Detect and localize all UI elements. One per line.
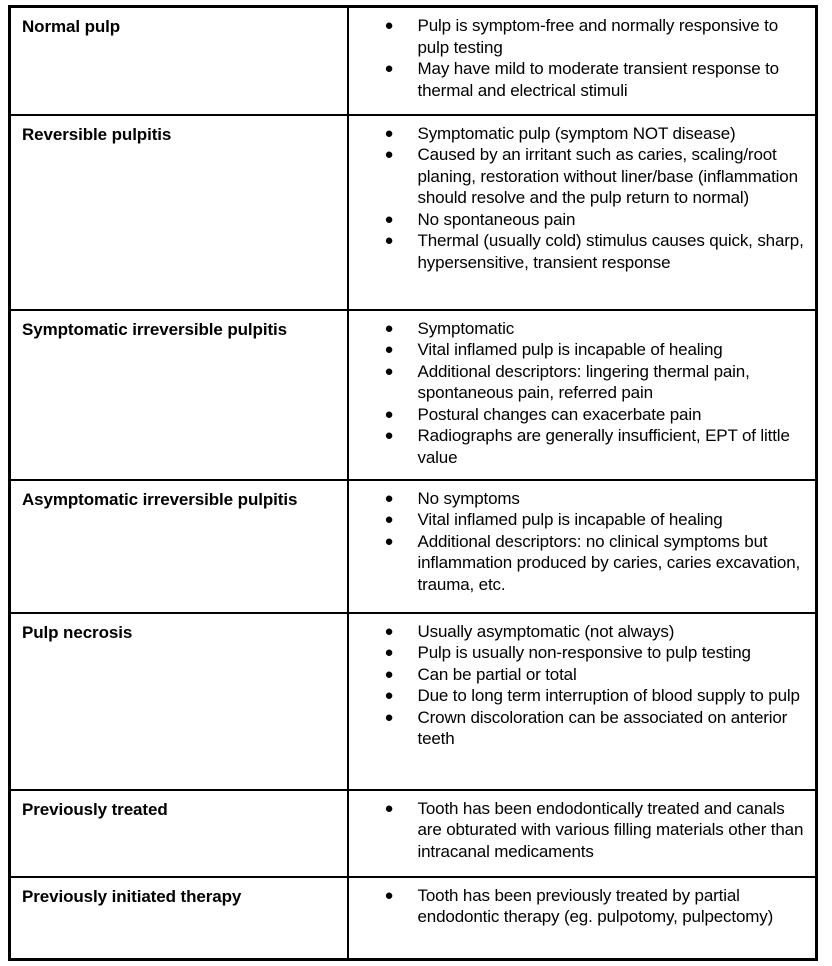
- bullet-icon: ●: [384, 427, 394, 444]
- bullet-icon: ●: [384, 362, 394, 380]
- table-body: [10, 7, 817, 960]
- list-item: [349, 144, 810, 209]
- bullet-icon: ●: [384, 799, 394, 817]
- bullet-icon: ●: [384, 687, 394, 704]
- feature-list: [349, 798, 810, 863]
- diagnosis-features-cell: [348, 115, 817, 310]
- table-row: [10, 310, 817, 480]
- feature-text: No spontaneous pain: [417, 209, 576, 229]
- diagnosis-name-cell: [10, 310, 348, 480]
- list-item: [349, 707, 810, 750]
- feature-list: [349, 621, 810, 750]
- list-item: [349, 488, 810, 510]
- feature-text: Additional descriptors: no clinical symptoms but inflammation produced by caries, caries excavation, trauma, etc.: [417, 531, 801, 594]
- bullet-icon: ●: [384, 341, 394, 358]
- list-item: [349, 15, 810, 58]
- feature-text: Symptomatic pulp (symptom NOT disease): [417, 123, 736, 143]
- feature-text: Can be partial or total: [417, 664, 577, 684]
- list-item: [349, 664, 810, 686]
- bullet-icon: ●: [384, 532, 394, 550]
- bullet-icon: ●: [384, 405, 394, 423]
- diagnosis-name-cell: [10, 480, 348, 613]
- feature-list: [349, 488, 810, 596]
- feature-text: No symptoms: [417, 488, 520, 508]
- bullet-icon: ●: [384, 60, 394, 77]
- bullet-icon: ●: [384, 511, 394, 528]
- list-item: [349, 209, 810, 231]
- list-item: [349, 642, 810, 664]
- diagnosis-features-cell: [348, 613, 817, 790]
- diagnosis-name-cell: [10, 115, 348, 310]
- diagnosis-features-cell: [348, 310, 817, 480]
- list-item: [349, 621, 810, 643]
- bullet-icon: ●: [384, 232, 394, 249]
- feature-text: Usually asymptomatic (not always): [417, 621, 675, 641]
- feature-list: [349, 318, 810, 469]
- list-item: [349, 885, 810, 928]
- feature-list: [349, 885, 810, 928]
- feature-text: Tooth has been previously treated by partial endodontic therapy (eg. pulpotomy, pulpectomy): [417, 885, 774, 926]
- pulpal-diagnosis-table: [8, 5, 818, 961]
- bullet-icon: ●: [384, 665, 394, 683]
- bullet-icon: ●: [384, 622, 394, 640]
- diagnosis-features-cell: [348, 7, 817, 115]
- list-item: [349, 509, 810, 531]
- feature-text: Due to long term interruption of blood supply to pulp: [417, 686, 800, 705]
- bullet-icon: ●: [384, 17, 394, 34]
- diagnosis-features-cell: [348, 877, 817, 960]
- diagnosis-features-cell: [348, 790, 817, 877]
- bullet-icon: ●: [384, 708, 394, 726]
- diagnosis-name-label: Previously initiated therapy: [22, 886, 242, 906]
- bullet-icon: ●: [384, 210, 394, 228]
- list-item: [349, 798, 810, 863]
- diagnosis-name-label: Normal pulp: [22, 17, 121, 36]
- feature-list: [349, 15, 810, 101]
- diagnosis-name-label: Pulp necrosis: [22, 622, 133, 642]
- diagnosis-name-label: Previously treated: [22, 799, 168, 819]
- diagnosis-name-label: Reversible pulpitis: [22, 124, 172, 144]
- feature-text: Symptomatic: [417, 318, 515, 338]
- feature-text: Radiographs are generally insufficient, EPT of little value: [417, 426, 790, 467]
- list-item: [349, 361, 810, 404]
- bullet-icon: ●: [384, 886, 394, 904]
- list-item: [349, 58, 810, 101]
- diagnosis-name-cell: [10, 877, 348, 960]
- list-item: [349, 531, 810, 596]
- table-row: [10, 480, 817, 613]
- bullet-icon: ●: [384, 146, 394, 163]
- feature-text: Pulp is symptom-free and normally responsive to pulp testing: [417, 16, 778, 57]
- feature-text: Postural changes can exacerbate pain: [417, 404, 702, 424]
- list-item: [349, 230, 810, 273]
- table-row: [10, 790, 817, 877]
- feature-text: May have mild to moderate transient response to thermal and electrical stimuli: [417, 59, 779, 100]
- feature-text: Tooth has been endodontically treated and canals are obturated with various filling materials other than intracanal medicaments: [417, 798, 804, 861]
- list-item: [349, 404, 810, 426]
- feature-text: Additional descriptors: lingering thermal pain, spontaneous pain, referred pain: [417, 361, 750, 402]
- bullet-icon: ●: [384, 124, 394, 142]
- table-row: [10, 115, 817, 310]
- feature-text: Vital inflamed pulp is incapable of healing: [417, 510, 723, 529]
- feature-list: [349, 123, 810, 274]
- table-row: [10, 613, 817, 790]
- bullet-icon: ●: [384, 319, 394, 337]
- diagnosis-name-label: Symptomatic irreversible pulpitis: [22, 319, 288, 339]
- bullet-icon: ●: [384, 644, 394, 661]
- feature-text: Thermal (usually cold) stimulus causes quick, sharp, hypersensitive, transient response: [417, 231, 804, 272]
- list-item: [349, 318, 810, 340]
- diagnosis-name-cell: [10, 7, 348, 115]
- list-item: [349, 123, 810, 145]
- list-item: [349, 425, 810, 468]
- feature-text: Caused by an irritant such as caries, scaling/root planing, restoration without liner/base (inflammation should resolve and the pulp return to normal): [417, 145, 798, 207]
- diagnosis-features-cell: [348, 480, 817, 613]
- list-item: [349, 685, 810, 707]
- feature-text: Vital inflamed pulp is incapable of healing: [417, 340, 723, 359]
- list-item: [349, 339, 810, 361]
- feature-text: Crown discoloration can be associated on anterior teeth: [417, 707, 788, 748]
- diagnosis-name-label: Asymptomatic irreversible pulpitis: [22, 489, 298, 509]
- table-row: [10, 7, 817, 115]
- diagnosis-name-cell: [10, 613, 348, 790]
- bullet-icon: ●: [384, 489, 394, 507]
- diagnosis-name-cell: [10, 790, 348, 877]
- feature-text: Pulp is usually non-responsive to pulp testing: [417, 643, 751, 662]
- table-row: [10, 877, 817, 960]
